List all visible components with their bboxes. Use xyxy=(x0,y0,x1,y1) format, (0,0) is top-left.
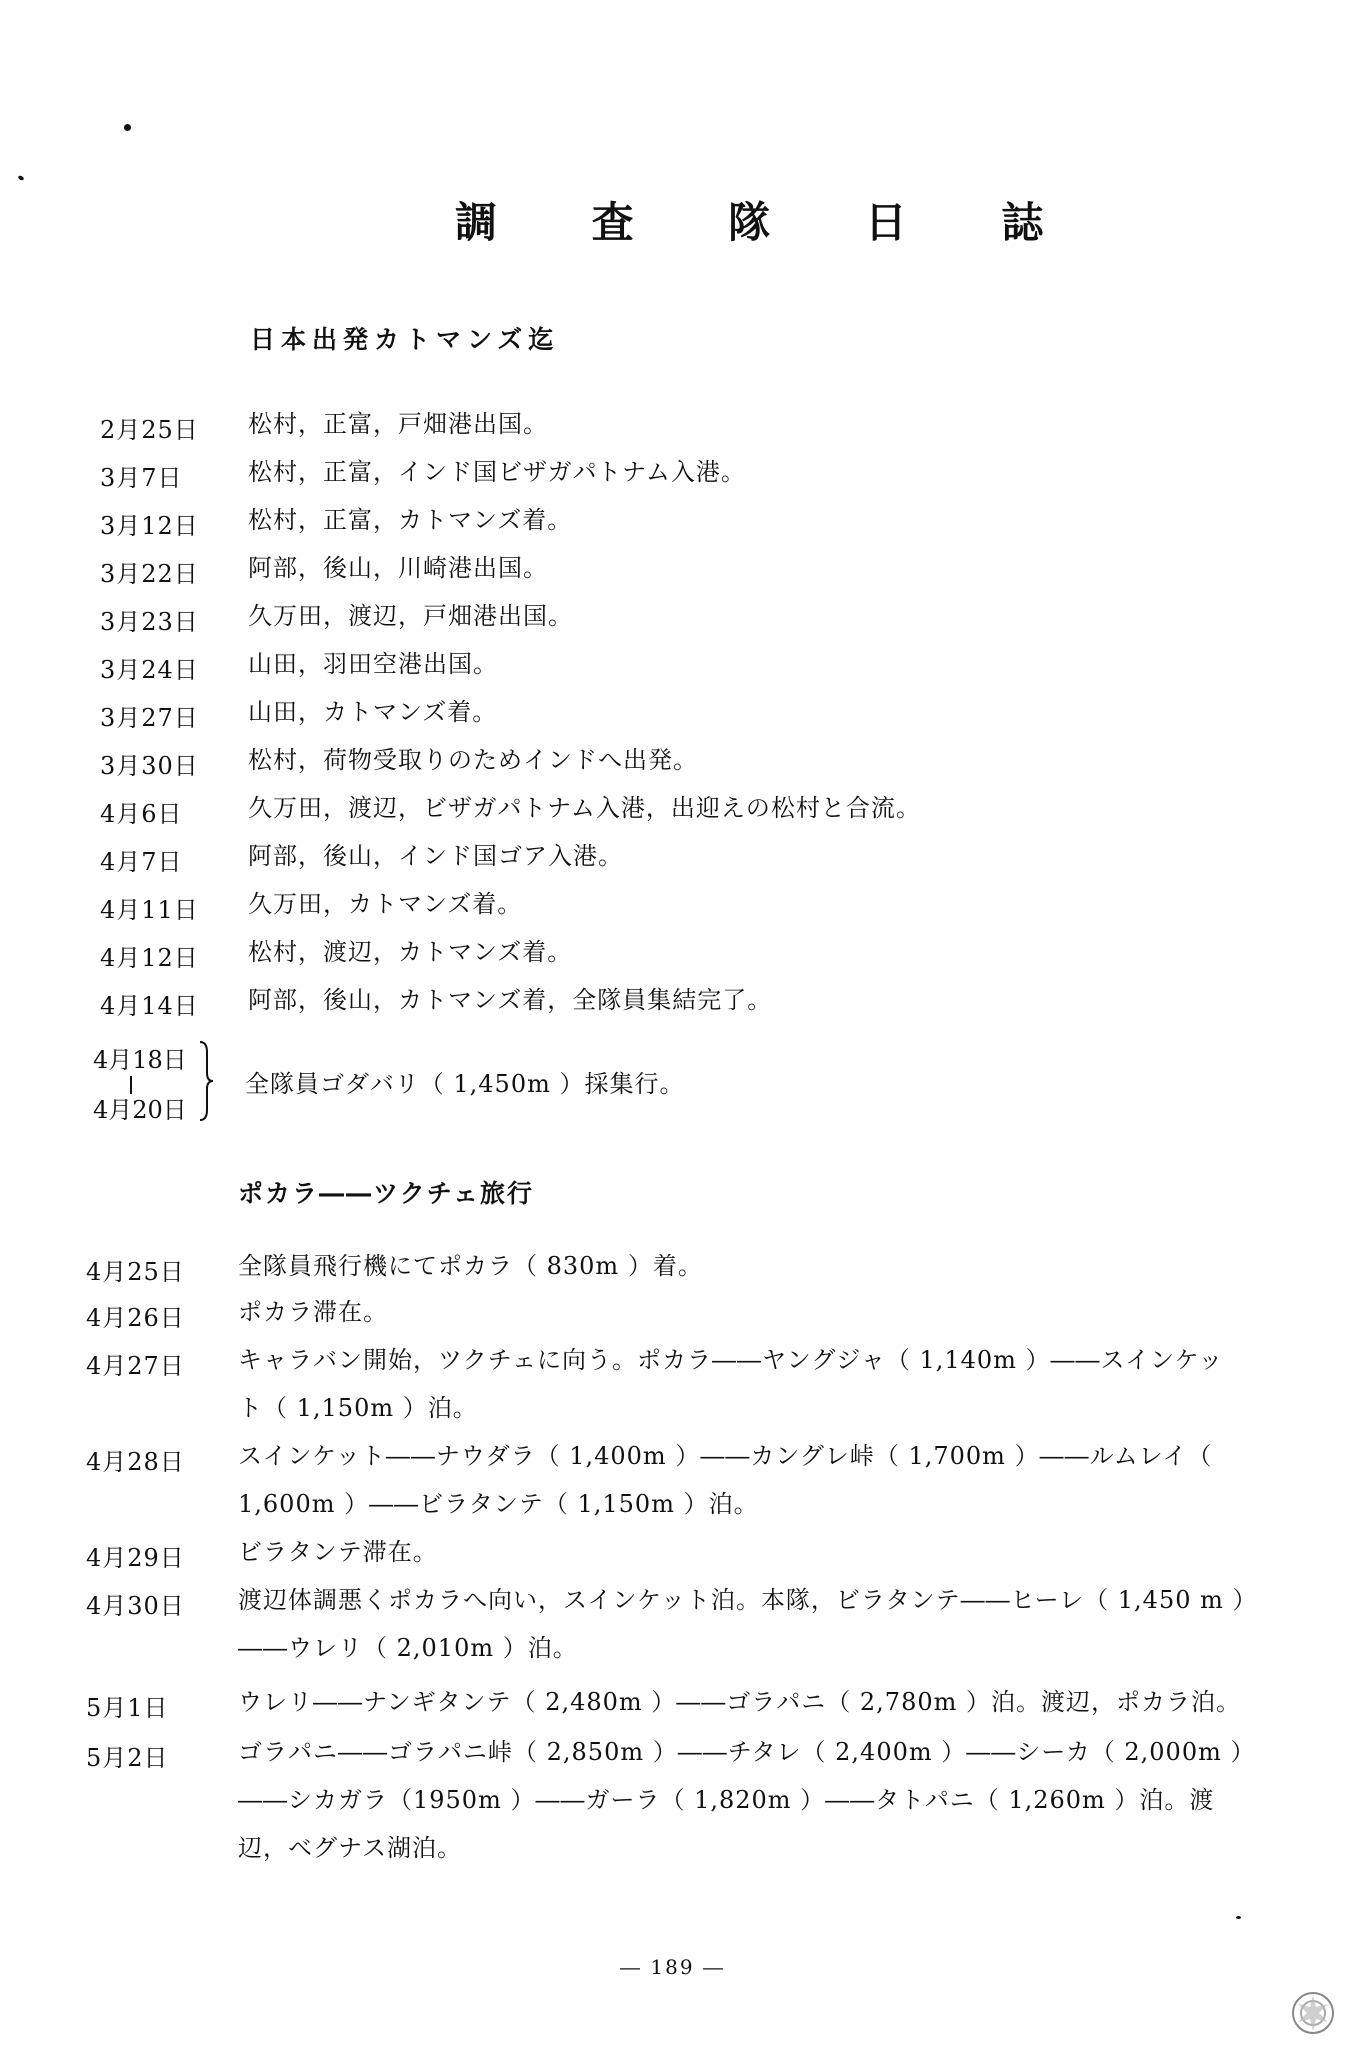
entry-text: ポカラ滞在。 xyxy=(238,1298,388,1326)
ink-speck xyxy=(1236,1916,1241,1919)
entry-text: 久万田，渡辺，ビザガパトナム入港，出迎えの松村と合流。 xyxy=(248,794,921,822)
entry-date: 3月12日 xyxy=(100,512,199,540)
entry-date: 3月22日 xyxy=(100,560,199,588)
entry-date: 4月7日 xyxy=(100,848,183,876)
entry-text: 山田，カトマンズ着。 xyxy=(248,698,498,726)
entry-text: 久万田，渡辺，戸畑港出国。 xyxy=(248,602,573,630)
entry-date: 4月30日 xyxy=(86,1592,185,1620)
page-number: ― 189 ― xyxy=(620,1955,725,1979)
entry-text: 山田，羽田空港出国。 xyxy=(248,650,498,678)
entry-text: 松村，正富，インド国ビザガパトナム入港。 xyxy=(248,458,746,486)
entry-date: 4月27日 xyxy=(86,1352,185,1380)
entry-date-to: 4月20日 xyxy=(93,1096,187,1124)
entry-text: ゴラパニ――ゴラパニ峠（ 2,850m ）――チタレ（ 2,400m ）――シーカ（ 2,000m ）――シカガラ（1950m ）――ガーラ（ 1,820m ）――タトパニ（ 1,260m ）泊。渡辺，ベグナス湖泊。 xyxy=(238,1738,1244,1862)
entry-text: 松村，正富，カトマンズ着。 xyxy=(248,506,573,534)
library-stamp-icon xyxy=(1290,1990,1336,2036)
entry-date: 3月23日 xyxy=(100,608,199,636)
entry-text: 渡辺体調悪くポカラへ向い，スインケット泊。本隊，ビラタンテ――ヒーレ（ 1,450 m ）――ウレリ（ 2,010m ）泊。 xyxy=(238,1586,1246,1662)
brace-icon xyxy=(197,1040,215,1122)
entry-date: 4月14日 xyxy=(100,992,199,1020)
entry-date: 4月25日 xyxy=(86,1258,185,1286)
entry-date: 3月7日 xyxy=(100,464,183,492)
page-title: 調 査 隊 日 誌 xyxy=(455,198,1084,247)
section-heading: 日本出発カトマンズ迄 xyxy=(250,325,560,354)
section-heading: ポカラ――ツクチェ旅行 xyxy=(238,1179,535,1208)
entry-text: 松村，荷物受取りのためインドへ出発。 xyxy=(248,746,698,774)
entry-date: 3月30日 xyxy=(100,752,199,780)
entry-text: ビラタンテ滞在。 xyxy=(238,1538,438,1566)
entry-date: 4月29日 xyxy=(86,1544,185,1572)
entry-text: 阿部，後山，インド国ゴア入港。 xyxy=(248,842,623,870)
entry-date: 2月25日 xyxy=(100,416,199,444)
entry-date: 4月6日 xyxy=(100,800,183,828)
ink-speck xyxy=(124,124,131,131)
entry-text: スインケット――ナウダラ（ 1,400m ）――カングレ峠（ 1,700m ）――ルムレイ（ 1,600m ）――ビラタンテ（ 1,150m ）泊。 xyxy=(238,1442,1213,1518)
entry-date: 5月1日 xyxy=(86,1694,169,1722)
entry-text: ウレリ――ナンギタンテ（ 2,480m ）――ゴラパニ（ 2,780m ）泊。渡辺，ポカラ泊。 xyxy=(238,1688,1242,1716)
entry-date: 4月28日 xyxy=(86,1448,185,1476)
entry-text: 松村，正富，戸畑港出国。 xyxy=(248,410,548,438)
entry-text: キャラバン開始，ツクチェに向う。ポカラ――ヤングジャ（ 1,140m ）――スインケット（ 1,150m ）泊。 xyxy=(238,1346,1224,1422)
entry-text: 全隊員ゴダバリ（ 1,450m ）採集行。 xyxy=(245,1070,685,1098)
entry-date: 4月12日 xyxy=(100,944,199,972)
entry-date: 3月24日 xyxy=(100,656,199,684)
ink-speck xyxy=(17,175,24,181)
entry-text: 久万田，カトマンズ着。 xyxy=(248,890,523,918)
entry-date: 4月11日 xyxy=(100,896,199,924)
entry-text: 阿部，後山，カトマンズ着，全隊員集結完了。 xyxy=(248,986,773,1014)
entry-date: 5月2日 xyxy=(86,1744,169,1772)
entry-date: 4月26日 xyxy=(86,1304,185,1332)
entry-date-from: 4月18日 xyxy=(93,1046,187,1074)
entry-date: 3月27日 xyxy=(100,704,199,732)
entry-text: 阿部，後山，川崎港出国。 xyxy=(248,554,548,582)
entry-text: 全隊員飛行機にてポカラ（ 830m ）着。 xyxy=(238,1252,703,1280)
entry-text: 松村，渡辺，カトマンズ着。 xyxy=(248,938,573,966)
